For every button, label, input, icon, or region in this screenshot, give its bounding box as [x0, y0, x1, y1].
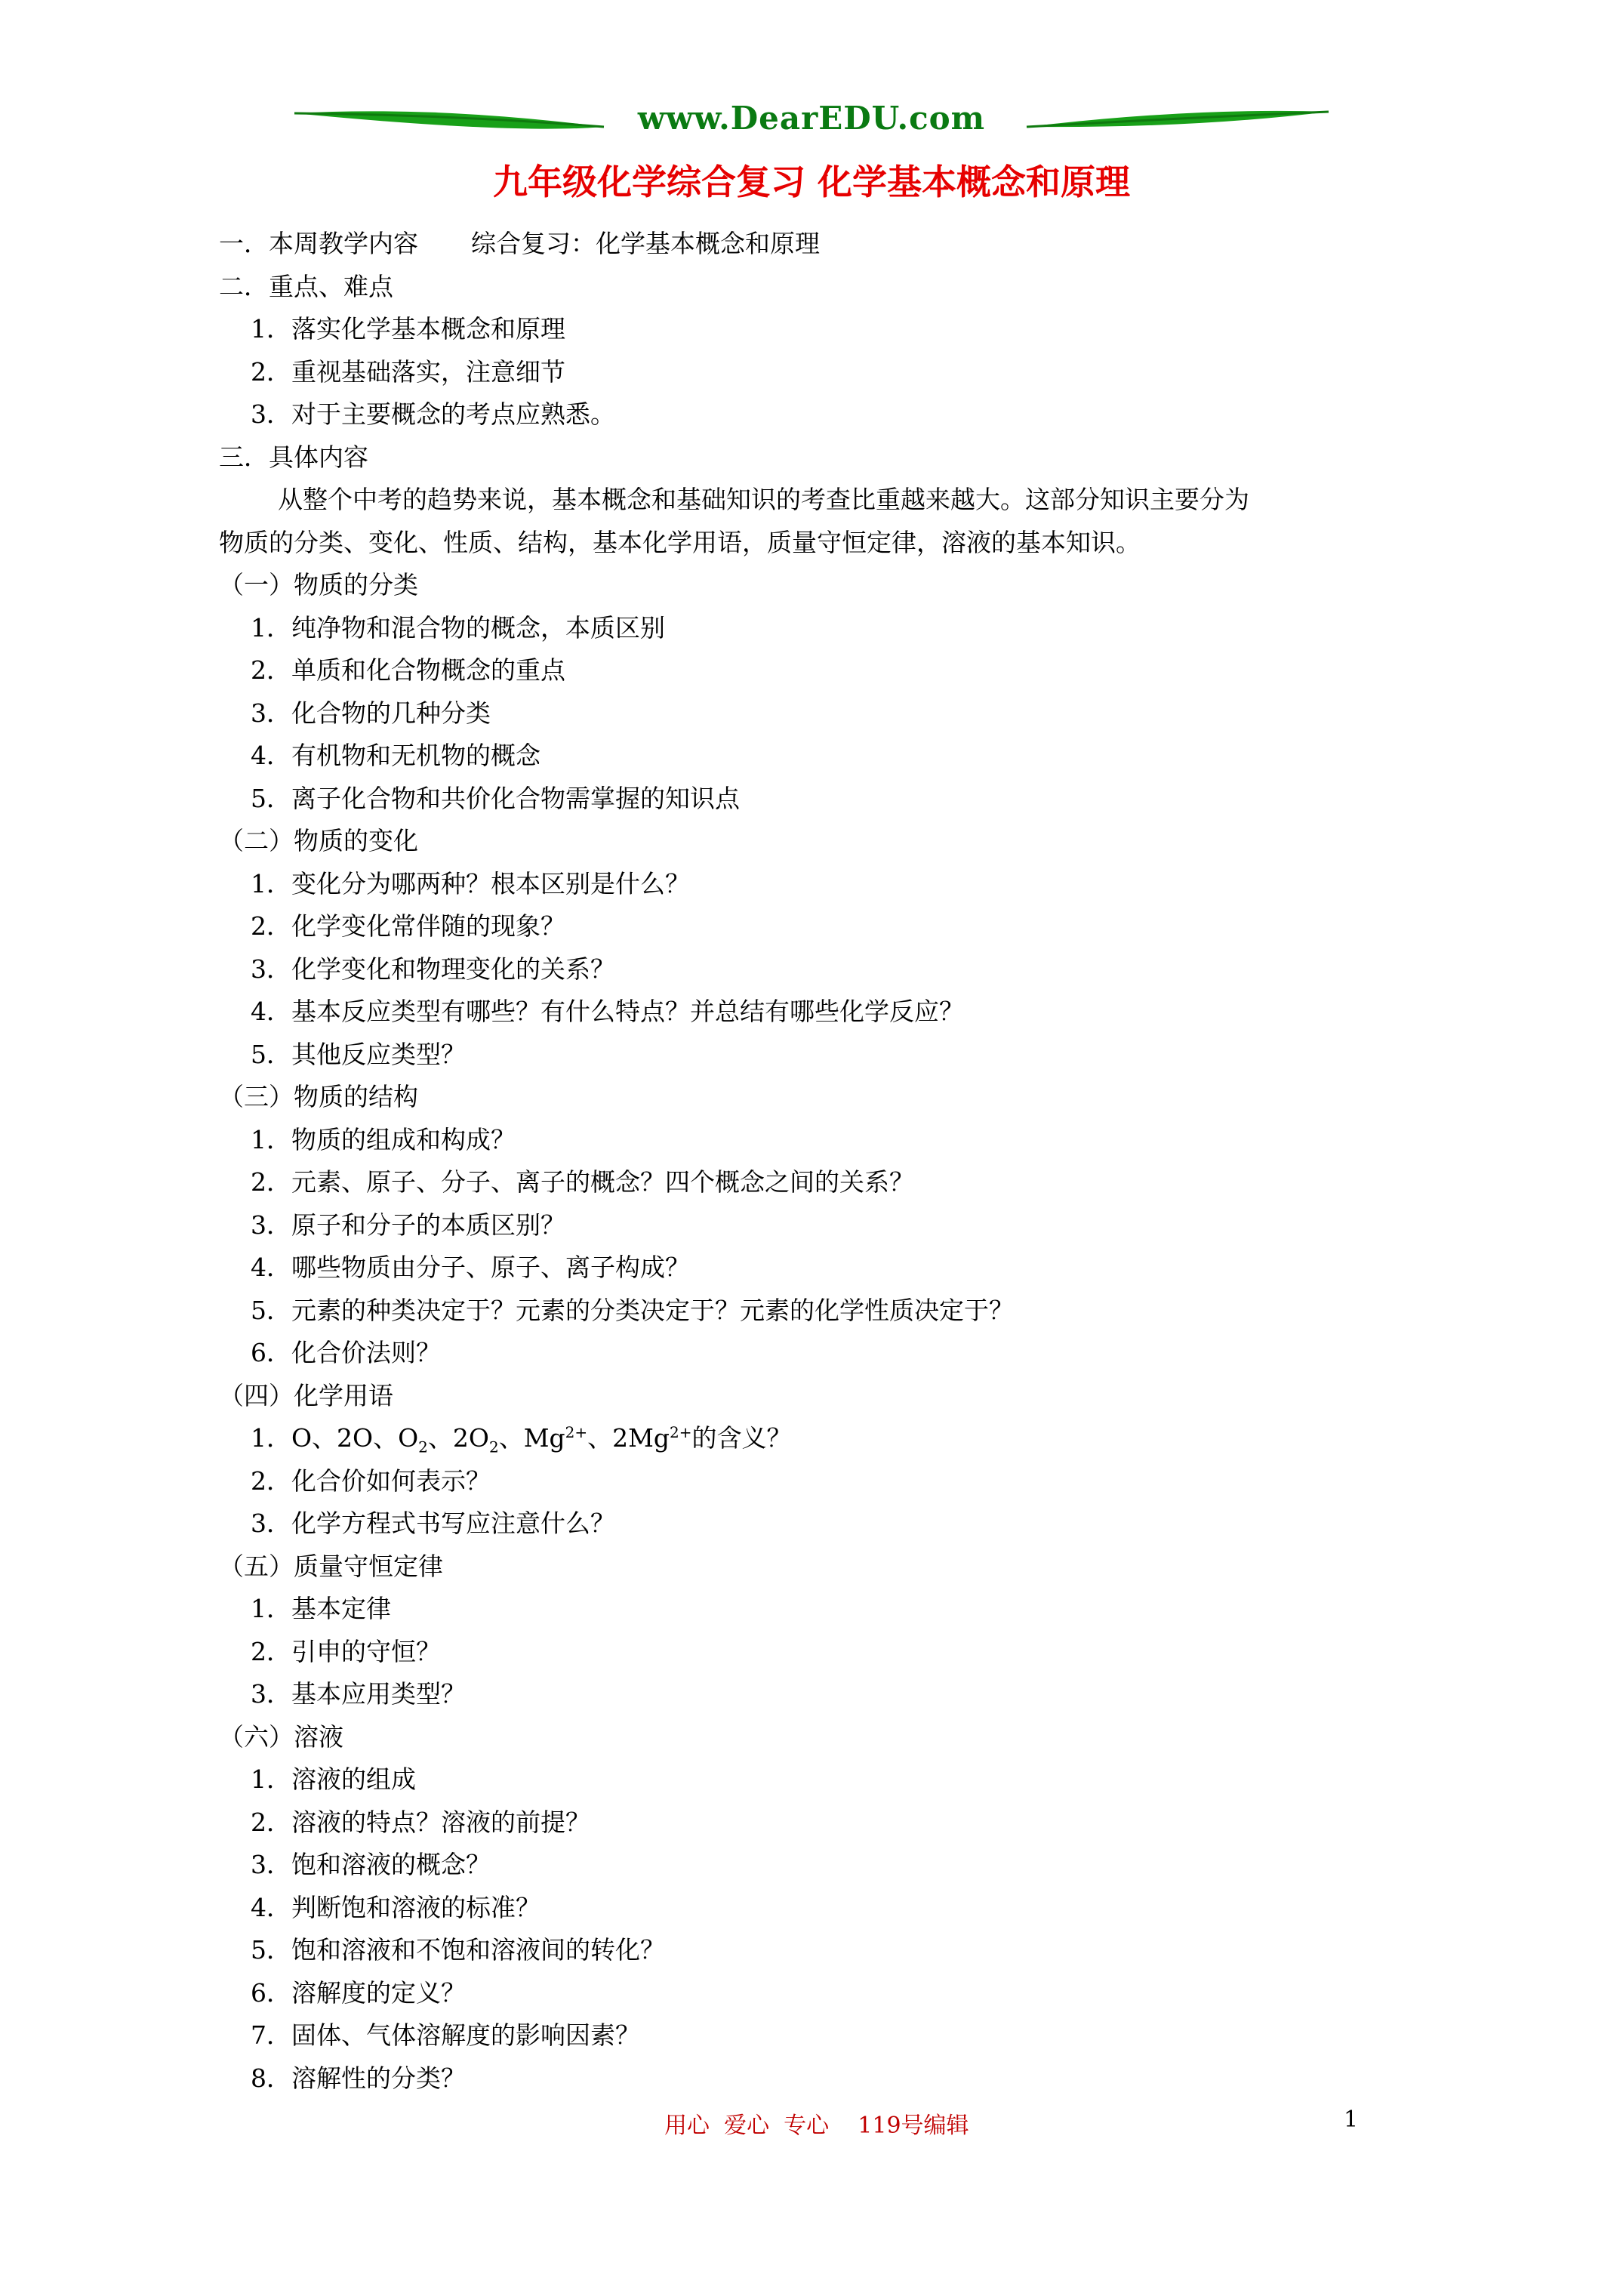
list-item: 1．落实化学基本概念和原理 — [251, 314, 565, 344]
list-item: 2．重视基础落实，注意细节 — [251, 356, 565, 387]
list-item: 1．基本定律 — [251, 1594, 391, 1623]
list-item: 2．元素、原子、分子、离子的概念？四个概念之间的关系？ — [251, 1167, 914, 1197]
list-item: 3．化学变化和物理变化的关系？ — [251, 954, 615, 984]
list-item: 5．饱和溶液和不饱和溶液间的转化？ — [251, 1935, 665, 1965]
list-item: 3．原子和分子的本质区别？ — [251, 1210, 565, 1240]
list-item: 5．离子化合物和共价化合物需掌握的知识点 — [251, 783, 740, 813]
superscript: 2+ — [670, 1423, 692, 1441]
list-item: 2．溶液的特点？溶液的前提？ — [251, 1807, 590, 1837]
document-body — [219, 223, 1427, 2100]
formula-part: 、2O — [427, 1423, 489, 1453]
list-item: 5．元素的种类决定于？元素的分类决定于？元素的化学性质决定于？ — [251, 1295, 1014, 1325]
paragraph-line: 物质的分类、变化、性质、结构，基本化学用语，质量守恒定律，溶液的基本知识。 — [219, 527, 1141, 557]
formula-part: 、Mg — [498, 1423, 565, 1453]
formula-part: O、2O、O — [291, 1423, 419, 1453]
list-item: 6．化合价法则？ — [251, 1338, 441, 1367]
section-label: 一．本周教学内容 — [219, 229, 418, 258]
list-item: 2．化学变化常伴随的现象？ — [251, 911, 565, 941]
paragraph-line: 从整个中考的趋势来说，基本概念和基础知识的考查比重越来越大。这部分知识主要分为 — [278, 485, 1249, 514]
subsection-heading: （二）物质的变化 — [219, 826, 418, 855]
list-item: 6．溶解度的定义？ — [251, 1977, 466, 2008]
list-item: 1．变化分为哪两种？根本区别是什么？ — [251, 868, 690, 898]
site-banner — [287, 98, 1336, 143]
list-item: 1．纯净物和混合物的概念，本质区别 — [251, 612, 665, 643]
subsection-heading: （五）质量守恒定律 — [219, 1551, 443, 1581]
list-item: 4．哪些物质由分子、原子、离子构成？ — [251, 1253, 690, 1282]
subscript: 2 — [418, 1438, 428, 1456]
page-footer — [0, 2106, 1623, 2137]
subsection-heading: （一）物质的分类 — [219, 570, 418, 599]
formula-part: 的含义？ — [691, 1423, 792, 1453]
list-item: 4．基本反应类型有哪些？有什么特点？并总结有哪些化学反应？ — [251, 997, 964, 1026]
list-item: 1．溶液的组成 — [251, 1764, 416, 1794]
list-item: 2．引申的守恒？ — [251, 1636, 441, 1666]
list-item: 4．有机物和无机物的概念 — [251, 741, 540, 770]
list-item: 3．对于主要概念的考点应熟悉。 — [251, 399, 615, 429]
list-item: 2．单质和化合物概念的重点 — [251, 655, 565, 685]
section-heading: 三．具体内容 — [219, 442, 368, 472]
site-url: www.DearEDU.com — [637, 100, 986, 137]
superscript: 2+ — [565, 1423, 588, 1441]
list-item: 8．溶解性的分类？ — [251, 2063, 466, 2093]
list-item: 5．其他反应类型？ — [251, 1039, 466, 1069]
item-number: 1． — [251, 1423, 291, 1453]
list-item: 3．饱和溶液的概念？ — [251, 1850, 491, 1879]
subscript: 2 — [488, 1438, 499, 1456]
list-item: 1．物质的组成和构成？ — [251, 1124, 516, 1154]
section-heading: 二．重点、难点 — [219, 271, 393, 301]
page-number: 1 — [1344, 2106, 1359, 2133]
list-item: 3．基本应用类型？ — [251, 1679, 466, 1709]
formula-part: 、2Mg — [587, 1423, 670, 1453]
subsection-heading: （六）溶液 — [219, 1721, 343, 1752]
footer-text: 用心 爱心 专心 119号编辑 — [664, 2113, 969, 2139]
subsection-heading: （四）化学用语 — [219, 1380, 393, 1410]
section-heading — [219, 223, 1427, 266]
list-item: 2．化合价如何表示？ — [251, 1465, 491, 1496]
list-item: 7．固体、气体溶解度的影响因素？ — [251, 2020, 640, 2050]
list-item-formula — [219, 1417, 1427, 1460]
subsection-heading: （三）物质的结构 — [219, 1082, 418, 1111]
list-item: 3．化合物的几种分类 — [251, 698, 491, 728]
list-item: 3．化学方程式书写应注意什么？ — [251, 1509, 615, 1538]
list-item: 4．判断饱和溶液的标准？ — [251, 1892, 540, 1922]
page-title: 九年级化学综合复习 化学基本概念和原理 — [492, 162, 1130, 202]
section-value: 综合复习：化学基本概念和原理 — [471, 229, 820, 258]
